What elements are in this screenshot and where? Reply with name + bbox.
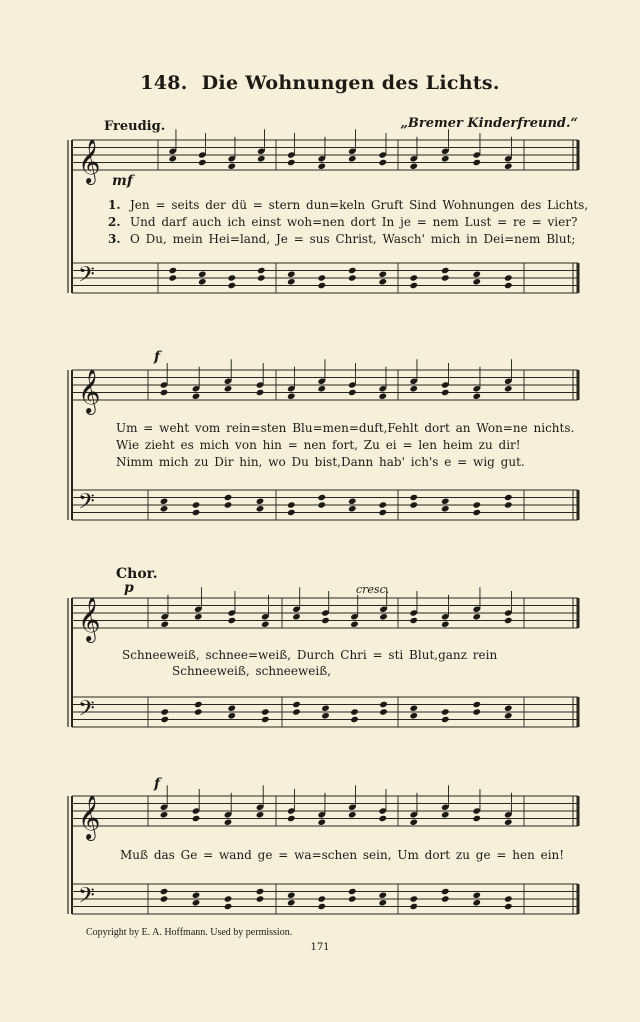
dynamic-mf: mf bbox=[112, 173, 133, 189]
chorus-label: Chor. bbox=[116, 566, 158, 582]
copyright-notice: Copyright by E. A. Hoffmann. Used by permission. bbox=[86, 927, 293, 938]
verse-1-line-2: Um = weht vom rein=sten Blu=men=duft,Fehlt dort an Won=ne nichts. bbox=[116, 421, 575, 435]
svg-text:𝄢: 𝄢 bbox=[78, 696, 95, 727]
chorus-line-1: Schneeweiß, schnee=weiß, Durch Chri = sti Blut,ganz rein bbox=[122, 648, 498, 662]
chorus-line-3: Muß das Ge = wand ge = wa=schen sein, Um dort zu ge = hen ein! bbox=[120, 848, 565, 862]
staff-lines bbox=[68, 140, 578, 914]
verse-number: 3. bbox=[108, 232, 121, 246]
svg-text:𝄞: 𝄞 bbox=[78, 597, 101, 641]
lyric-text: O Du, mein Hei=land, Je = sus Christ, Wasch' mich in Dei=nem Blut; bbox=[130, 232, 576, 246]
verse-number: 2. bbox=[108, 215, 121, 229]
dynamic-cresc: cresc. bbox=[356, 583, 390, 596]
svg-text:𝄞: 𝄞 bbox=[78, 369, 101, 413]
verse-number: 1. bbox=[108, 198, 121, 212]
verse-3-line-2: Nimm mich zu Dir hin, wo Du bist,Dann hab' ich's e = wig gut. bbox=[116, 455, 525, 469]
dynamic-f-2: f bbox=[154, 776, 161, 792]
chorus-line-2: Schneeweiß, schneeweiß, bbox=[172, 664, 332, 678]
page-number: 171 bbox=[310, 942, 330, 953]
dynamic-p: p bbox=[124, 580, 134, 596]
svg-text:𝄢: 𝄢 bbox=[78, 262, 95, 293]
svg-text:𝄞: 𝄞 bbox=[78, 139, 101, 183]
lyric-text: Und darf auch ich einst woh=nen dort In je = nem Lust = re = vier? bbox=[130, 215, 578, 229]
svg-text:𝄞: 𝄞 bbox=[78, 795, 101, 839]
dynamic-f-1: f bbox=[154, 349, 161, 365]
svg-text:𝄢: 𝄢 bbox=[78, 489, 95, 520]
verse-2-line-1 bbox=[108, 215, 577, 229]
verse-2-line-2: Wie zieht es mich von hin = nen fort, Zu ei = len heim zu dir! bbox=[116, 438, 521, 452]
hymn-number: 148. bbox=[140, 72, 188, 94]
hymn-title: Die Wohnungen des Lichts. bbox=[201, 72, 500, 94]
composer-credit: „Bremer Kinderfreund.“ bbox=[400, 116, 578, 131]
svg-text:𝄢: 𝄢 bbox=[78, 883, 95, 914]
verse-1-line-1 bbox=[108, 198, 588, 212]
verse-3-line-1 bbox=[108, 232, 575, 246]
lyric-text: Jen = seits der dü = stern dun=keln Gruft Sind Wohnungen des Lichts, bbox=[130, 198, 589, 212]
tempo-marking: Freudig. bbox=[104, 119, 166, 134]
